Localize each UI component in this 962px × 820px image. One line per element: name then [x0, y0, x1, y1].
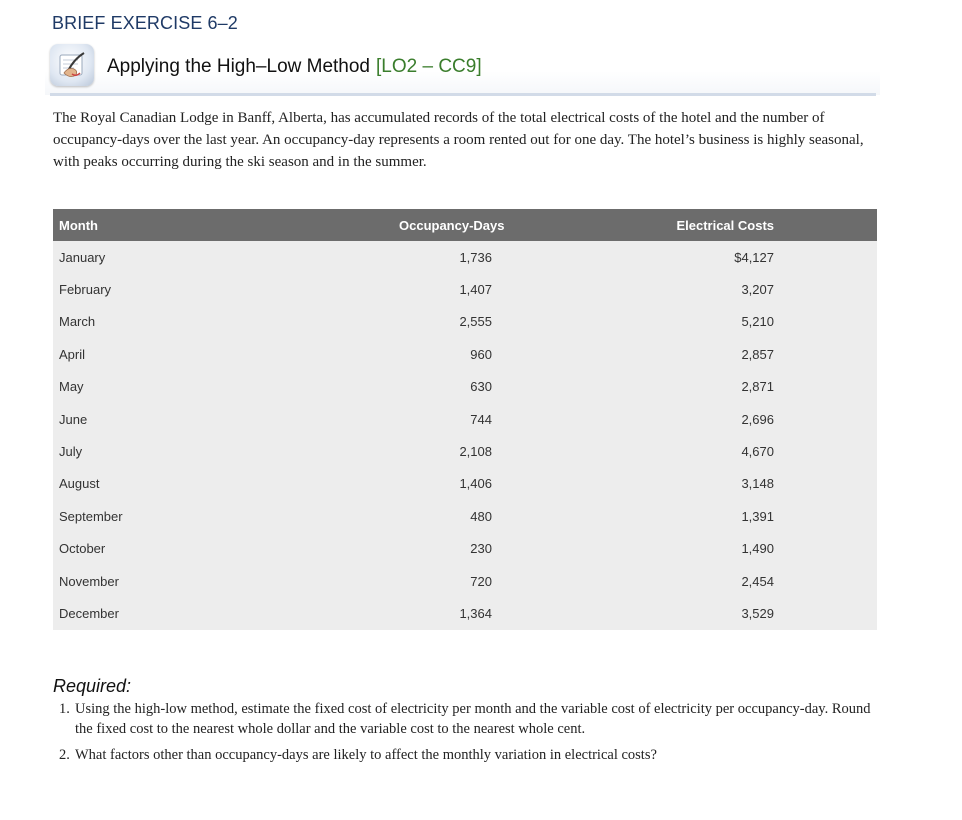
month-cell: July	[53, 435, 399, 467]
table-row	[53, 468, 877, 500]
occupancy-days-cell: 630	[399, 371, 639, 403]
table-row	[53, 371, 877, 403]
occupancy-days-cell: 230	[399, 533, 639, 565]
electrical-costs-cell: 2,454	[639, 565, 877, 597]
occupancy-days-cell: 480	[399, 500, 639, 532]
table-row	[53, 306, 877, 338]
column-header-electrical-costs: Electrical Costs	[639, 209, 877, 241]
occupancy-days-cell: 1,406	[399, 468, 639, 500]
table-row	[53, 338, 877, 370]
table-row	[53, 403, 877, 435]
occupancy-days-cell: 1,364	[399, 597, 639, 629]
month-cell: May	[53, 371, 399, 403]
electrical-costs-cell: 5,210	[639, 306, 877, 338]
occupancy-days-cell: 2,555	[399, 306, 639, 338]
electrical-costs-cell: 2,696	[639, 403, 877, 435]
occupancy-days-cell: 1,407	[399, 273, 639, 305]
column-header-occupancy-days: Occupancy-Days	[399, 209, 639, 241]
electrical-costs-cell: 2,871	[639, 371, 877, 403]
exercise-title: BRIEF EXERCISE 6–2	[52, 13, 238, 33]
requirement-item	[53, 745, 883, 765]
occupancy-days-cell: 960	[399, 338, 639, 370]
occupancy-days-cell: 720	[399, 565, 639, 597]
month-cell: September	[53, 500, 399, 532]
section-title-text: Applying the High–Low Method	[107, 56, 371, 77]
column-header-month: Month	[53, 209, 399, 241]
table-row	[53, 533, 877, 565]
electrical-costs-cell: 1,391	[639, 500, 877, 532]
writing-hand-icon	[50, 44, 94, 86]
month-cell: April	[53, 338, 399, 370]
month-cell: January	[53, 241, 399, 273]
month-cell: February	[53, 273, 399, 305]
month-cell: June	[53, 403, 399, 435]
intro-paragraph: The Royal Canadian Lodge in Banff, Alberta, has accumulated records of the total electrical costs of the hotel and the number of occupancy-days over the last year. An occupancy-day represents a room rented out for one day. The hotel’s business is highly seasonal, with peaks occurring during the ski season and in the summer.	[53, 110, 864, 170]
table-header-row	[53, 209, 877, 241]
occupancy-days-cell: 744	[399, 403, 639, 435]
table-row	[53, 565, 877, 597]
requirement-number: 2.	[59, 747, 70, 763]
electrical-costs-cell: 3,529	[639, 597, 877, 629]
occupancy-days-cell: 2,108	[399, 435, 639, 467]
month-cell: August	[53, 468, 399, 500]
electrical-costs-cell: 4,670	[639, 435, 877, 467]
title-divider	[50, 93, 876, 96]
table-row	[53, 273, 877, 305]
electrical-costs-cell: 2,857	[639, 338, 877, 370]
electrical-costs-cell: 1,490	[639, 533, 877, 565]
table-row	[53, 435, 877, 467]
requirement-item	[53, 699, 883, 739]
electrical-costs-cell: 3,148	[639, 468, 877, 500]
electrical-costs-cell: 3,207	[639, 273, 877, 305]
requirement-text: Using the high-low method, estimate the fixed cost of electricity per month and the variable cost of electricity per occupancy-day. Round the fixed cost to the nearest whole dollar and the variable cost to the nearest whole cent.	[75, 701, 871, 737]
month-cell: March	[53, 306, 399, 338]
table-row	[53, 597, 877, 629]
month-cell: December	[53, 597, 399, 629]
month-cell: October	[53, 533, 399, 565]
section-title	[107, 56, 482, 78]
learning-objective-tag: [LO2 – CC9]	[376, 56, 482, 77]
electrical-costs-cell: $4,127	[639, 241, 877, 273]
table-row	[53, 500, 877, 532]
required-heading: Required:	[53, 676, 132, 696]
table-row	[53, 241, 877, 273]
requirements-list	[53, 699, 883, 771]
data-table	[53, 209, 877, 630]
requirement-text: What factors other than occupancy-days are likely to affect the monthly variation in electrical costs?	[75, 747, 657, 763]
month-cell: November	[53, 565, 399, 597]
requirement-number: 1.	[59, 701, 70, 717]
occupancy-days-cell: 1,736	[399, 241, 639, 273]
